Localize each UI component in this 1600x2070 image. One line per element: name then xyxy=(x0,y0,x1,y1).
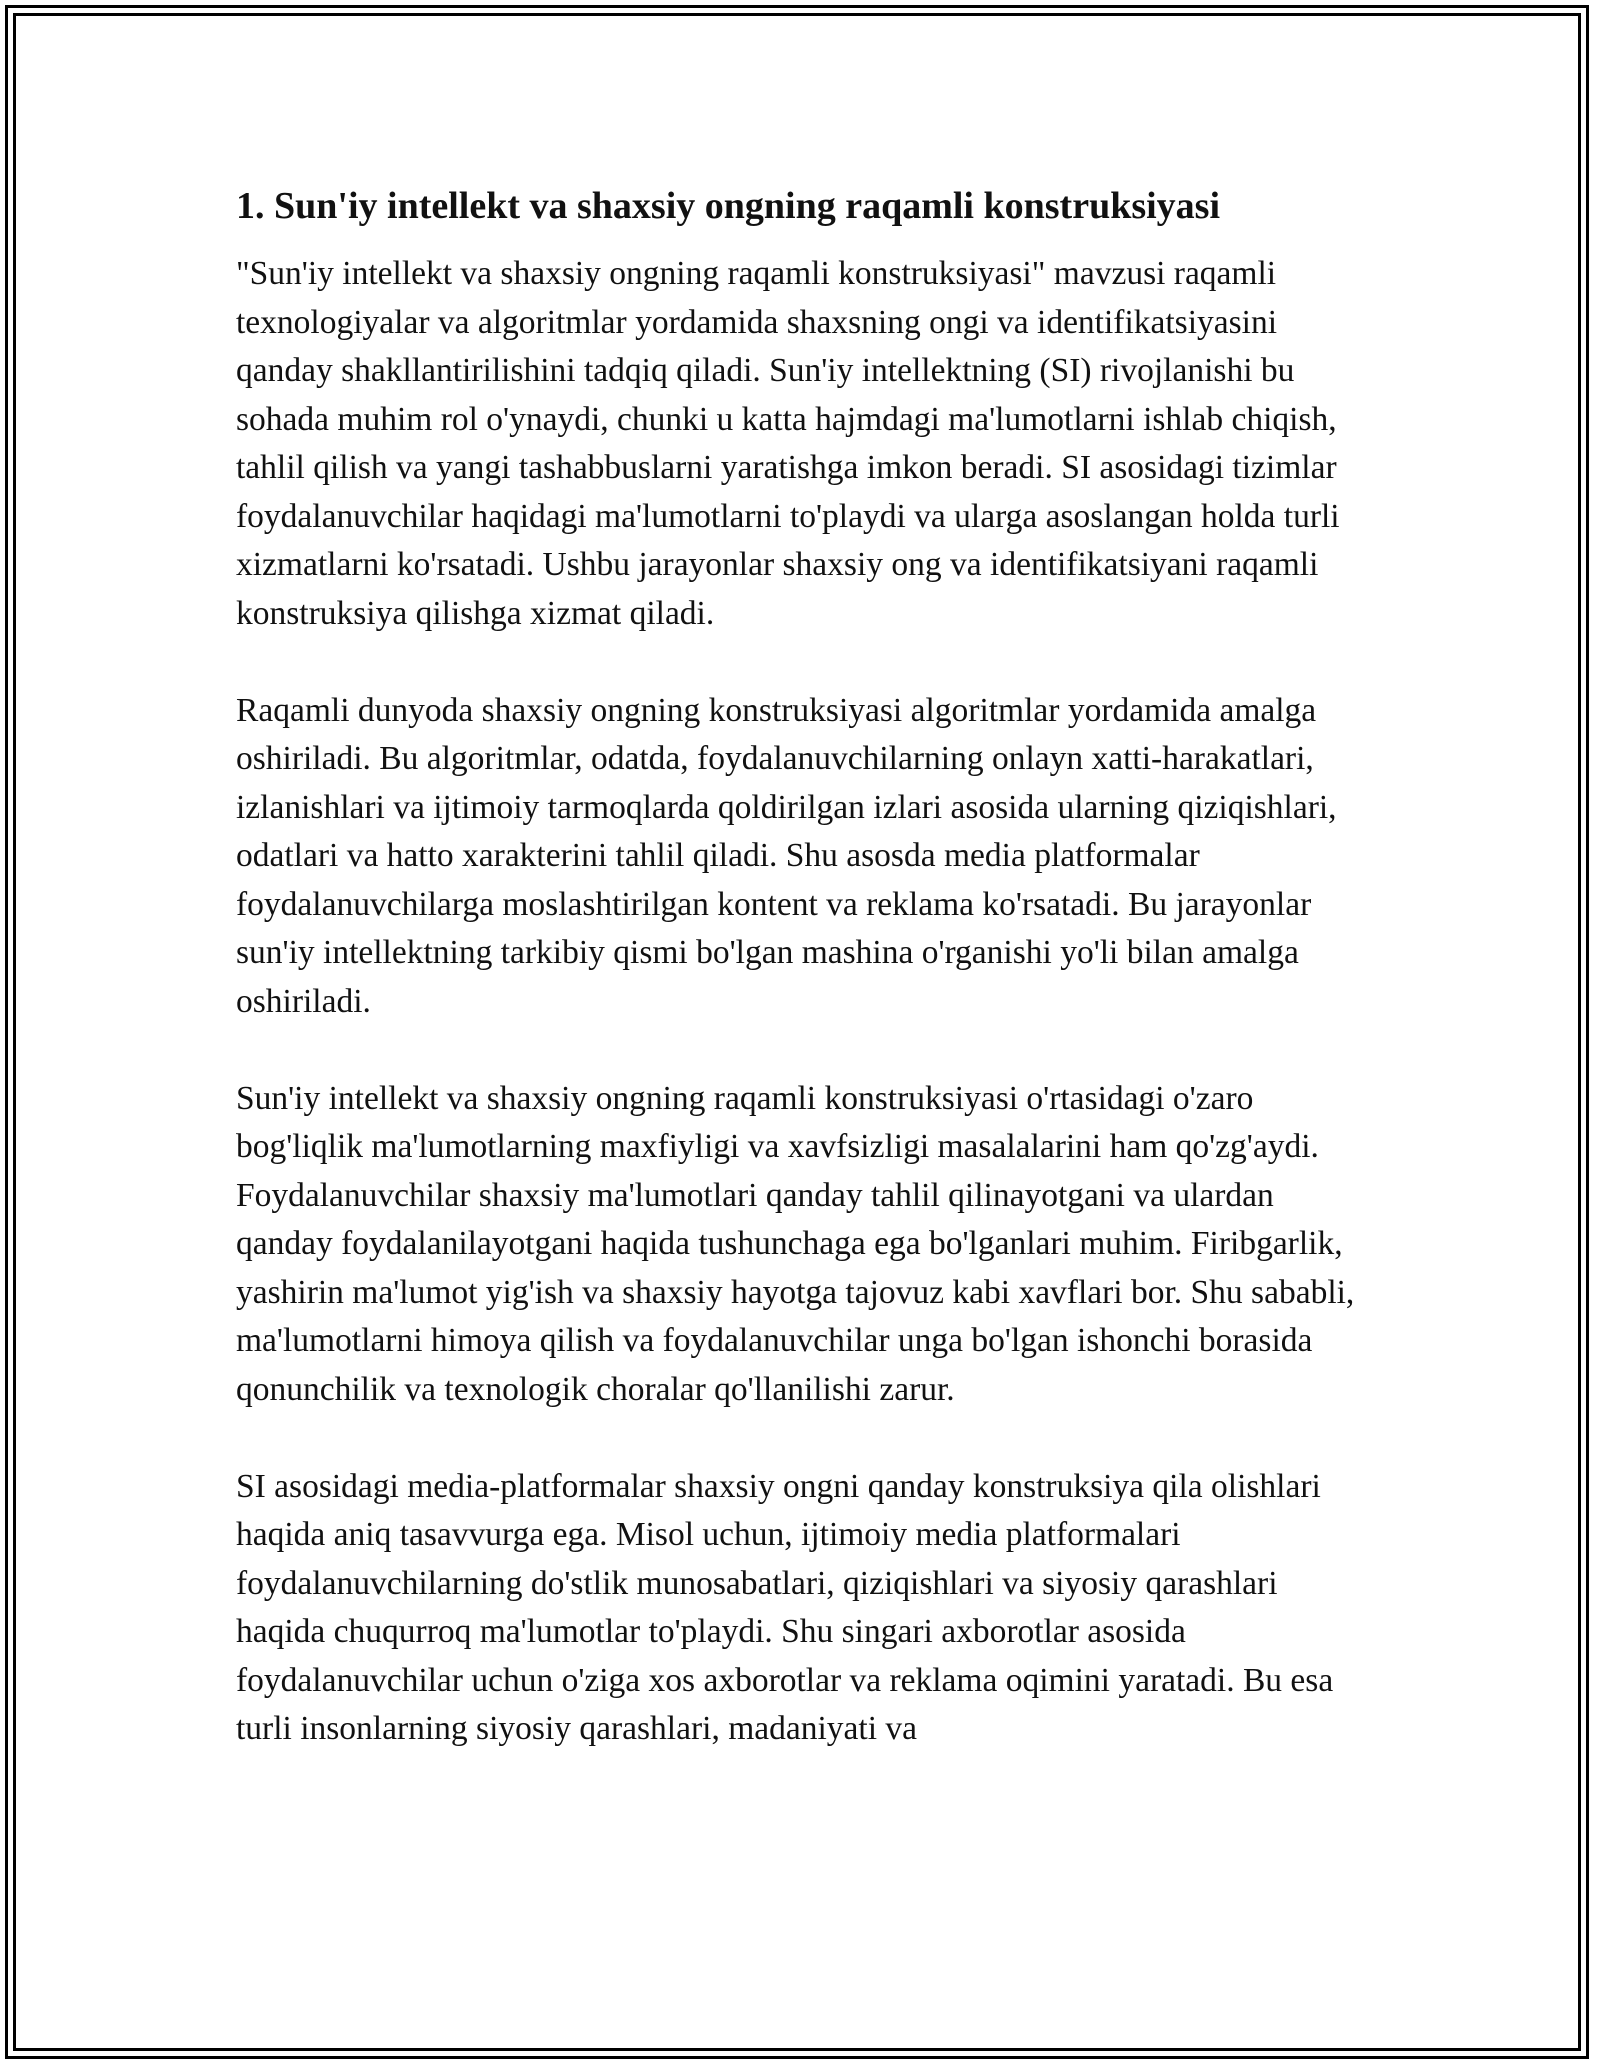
paragraph-1: "Sun'iy intellekt va shaxsiy ongning raqamli konstruksiyasi" mavzusi raqamli texnologiyalar va algoritmlar yordamida shaxsning ongi va identifikatsiyasini qanday shakllantirilishini tadqiq qiladi. Sun'iy intellektning (SI) rivojlanishi bu sohada muhim rol o'ynaydi, chunki u katta hajmdagi ma'lumotlarni ishlab chiqish, tahlil qilish va yangi tashabbuslarni yaratishga imkon beradi. SI asosidagi tizimlar foydalanuvchilar haqidagi ma'lumotlarni to'playdi va ularga asoslangan holda turli xizmatlarni ko'rsatadi. Ushbu jarayonlar shaxsiy ong va identifikatsiyani raqamli konstruksiya qilishga xizmat qiladi. xyxy=(236,255,1340,632)
paragraph-4: SI asosidagi media-platformalar shaxsiy ongni qanday konstruksiya qila olishlari haqida aniq tasavvurga ega. Misol uchun, ijtimoiy media platformalari foydalanuvchilarning do'stlik munosabatlari, qiziqishlari va siyosiy qarashlari haqida chuqurroq ma'lumotlar to'playdi. Shu singari axborotlar asosida foydalanuvchilar uchun o'ziga xos axborotlar va reklama oqimini yaratadi. Bu esa turli insonlarning siyosiy qarashlari, madaniyati va xyxy=(236,1467,1334,1747)
document-body xyxy=(236,182,1366,1802)
section-heading: 1. Sun'iy intellekt va shaxsiy ongning raqamli konstruksiyasi xyxy=(236,185,1221,227)
paragraph-2: Raqamli dunyoda shaxsiy ongning konstruksiyasi algoritmlar yordamida amalga oshiriladi. Bu algoritmlar, odatda, foydalanuvchilarning onlayn xatti-harakatlari, izlanishlari va ijtimoiy tarmoqlarda qoldirilgan izlari asosida ularning qiziqishlari, odatlari va hatto xarakterini tahlil qiladi. Shu asosda media platformalar foydalanuvchilarga moslashtirilgan kontent va reklama ko'rsatadi. Bu jarayonlar sun'iy intellektning tarkibiy qismi bo'lgan mashina o'rganishi yo'li bilan amalga oshiriladi. xyxy=(236,691,1337,1020)
paragraph-3: Sun'iy intellekt va shaxsiy ongning raqamli konstruksiyasi o'rtasidagi o'zaro bog'liqlik ma'lumotlarning maxfiyligi va xavfsizligi masalalarini ham qo'zg'aydi. Foydalanuvchilar shaxsiy ma'lumotlari qanday tahlil qilinayotgani va ulardan qanday foydalanilayotgani haqida tushunchaga ega bo'lganlari muhim. Firibgarlik, yashirin ma'lumot yig'ish va shaxsiy hayotga tajovuz kabi xavflari bor. Shu sababli, ma'lumotlarni himoya qilish va foydalanuvchilar unga bo'lgan ishonchi borasida qonunchilik va texnologik choralar qo'llanilishi zarur. xyxy=(236,1079,1355,1408)
